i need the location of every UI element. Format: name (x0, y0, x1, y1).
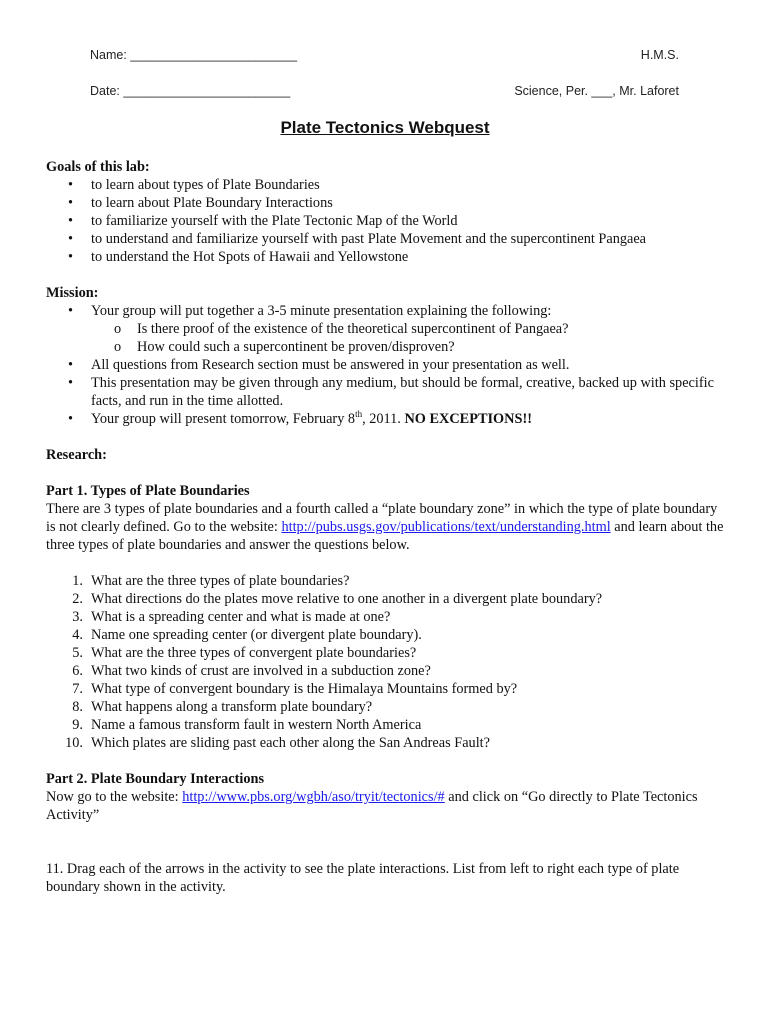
question-number: 5. (72, 645, 83, 661)
question-text: Which plates are sliding past each other along the San Andreas Fault? (91, 735, 491, 751)
list-item: • to understand the Hot Spots of Hawaii and Yellowstone (46, 248, 726, 266)
question-text: What happens along a transform plate boundary? (91, 699, 373, 715)
school-label: H.M.S. (640, 48, 679, 62)
list-item: o How could such a supercontinent be proven/disproven? (46, 338, 726, 356)
no-exceptions-text: NO EXCEPTIONS!! (404, 411, 532, 427)
part1-text-end: and learn about the three types of plate boundaries and answer the questions below. (46, 519, 724, 553)
page-title: Plate Tectonics Webquest (280, 118, 490, 137)
part1-instructions (46, 500, 726, 554)
question-item (46, 734, 726, 752)
list-item (46, 410, 726, 428)
list-item: • to understand and familiarize yourself with past Plate Movement and the supercontinent Pangaea (46, 230, 726, 248)
question-item (46, 572, 726, 590)
presentation-date-text: Your group will present tomorrow, February 8 (91, 411, 356, 427)
list-item: • to learn about Plate Boundary Interactions (46, 194, 726, 212)
question-item (46, 608, 726, 626)
date-ordinal: th (355, 409, 363, 420)
question-number: 6. (72, 663, 83, 679)
question-item (46, 698, 726, 716)
list-item: • to learn about types of Plate Boundaries (46, 176, 726, 194)
question-text: What are the three types of convergent plate boundaries? (91, 645, 417, 661)
date-field-label: Date: ________________________ (90, 84, 291, 98)
part2-instructions (46, 788, 726, 824)
question-text: What type of convergent boundary is the Himalaya Mountains formed by? (91, 681, 518, 697)
list-item: • to familiarize yourself with the Plate Tectonic Map of the World (46, 212, 726, 230)
part2-text: Now go to the website: (46, 789, 183, 805)
question-text: Name one spreading center (or divergent plate boundary). (91, 627, 422, 643)
pbs-link[interactable]: http://www.pbs.org/wgbh/aso/tryit/tectonics/# (182, 789, 445, 805)
goals-list (46, 176, 726, 266)
question-number: 2. (72, 591, 83, 607)
class-label: Science, Per. ___, Mr. Laforet (514, 84, 679, 98)
worksheet-body (46, 158, 726, 896)
mission-sublist (46, 320, 726, 356)
question-item (46, 716, 726, 734)
question-text: What are the three types of plate boundaries? (91, 573, 350, 589)
research-heading: Research: (46, 447, 107, 463)
question-number: 3. (72, 609, 83, 625)
list-item: • This presentation may be given through any medium, but should be formal, creative, backed up with specific facts, and run in the time allotted. (46, 374, 726, 410)
question-text: Name a famous transform fault in western North America (91, 717, 422, 733)
question-text: What directions do the plates move relative to one another in a divergent plate boundary? (91, 591, 603, 607)
part2-heading: Part 2. Plate Boundary Interactions (46, 771, 265, 787)
part1-heading: Part 1. Types of Plate Boundaries (46, 483, 250, 499)
part1-text: There are 3 types of plate boundaries and a fourth called a “plate boundary zone” in which the type of plate boundary is not clearly defined. Go to the website: (46, 501, 718, 535)
question-number: 10. (65, 735, 83, 751)
list-item: • Your group will put together a 3-5 minute presentation explaining the following: (46, 302, 726, 320)
usgs-link[interactable]: http://pubs.usgs.gov/publications/text/understanding.html (281, 519, 611, 535)
question-11: 11. Drag each of the arrows in the activity to see the plate interactions. List from left to right each type of plate boundary shown in the activity. (46, 861, 680, 895)
list-item: • All questions from Research section must be answered in your presentation as well. (46, 356, 726, 374)
part2-text-end: and click on “Go directly to Plate Tectonics Activity” (46, 789, 698, 823)
question-number: 9. (72, 717, 83, 733)
question-number: 1. (72, 573, 83, 589)
list-item: o Is there proof of the existence of the theoretical supercontinent of Pangaea? (46, 320, 726, 338)
question-number: 4. (72, 627, 83, 643)
question-item (46, 626, 726, 644)
mission-list (46, 302, 726, 320)
presentation-year-text: , 2011. (362, 411, 405, 427)
question-number: 7. (72, 681, 83, 697)
question-number: 8. (72, 699, 83, 715)
question-text: What is a spreading center and what is made at one? (91, 609, 391, 625)
part1-questions (46, 572, 726, 752)
mission-heading: Mission: (46, 285, 99, 301)
name-field-label: Name: ________________________ (90, 48, 298, 62)
mission-list-cont (46, 356, 726, 428)
goals-heading: Goals of this lab: (46, 159, 150, 175)
question-text: What two kinds of crust are involved in a subduction zone? (91, 663, 431, 679)
question-item (46, 662, 726, 680)
question-item (46, 644, 726, 662)
question-item (46, 680, 726, 698)
question-item (46, 590, 726, 608)
